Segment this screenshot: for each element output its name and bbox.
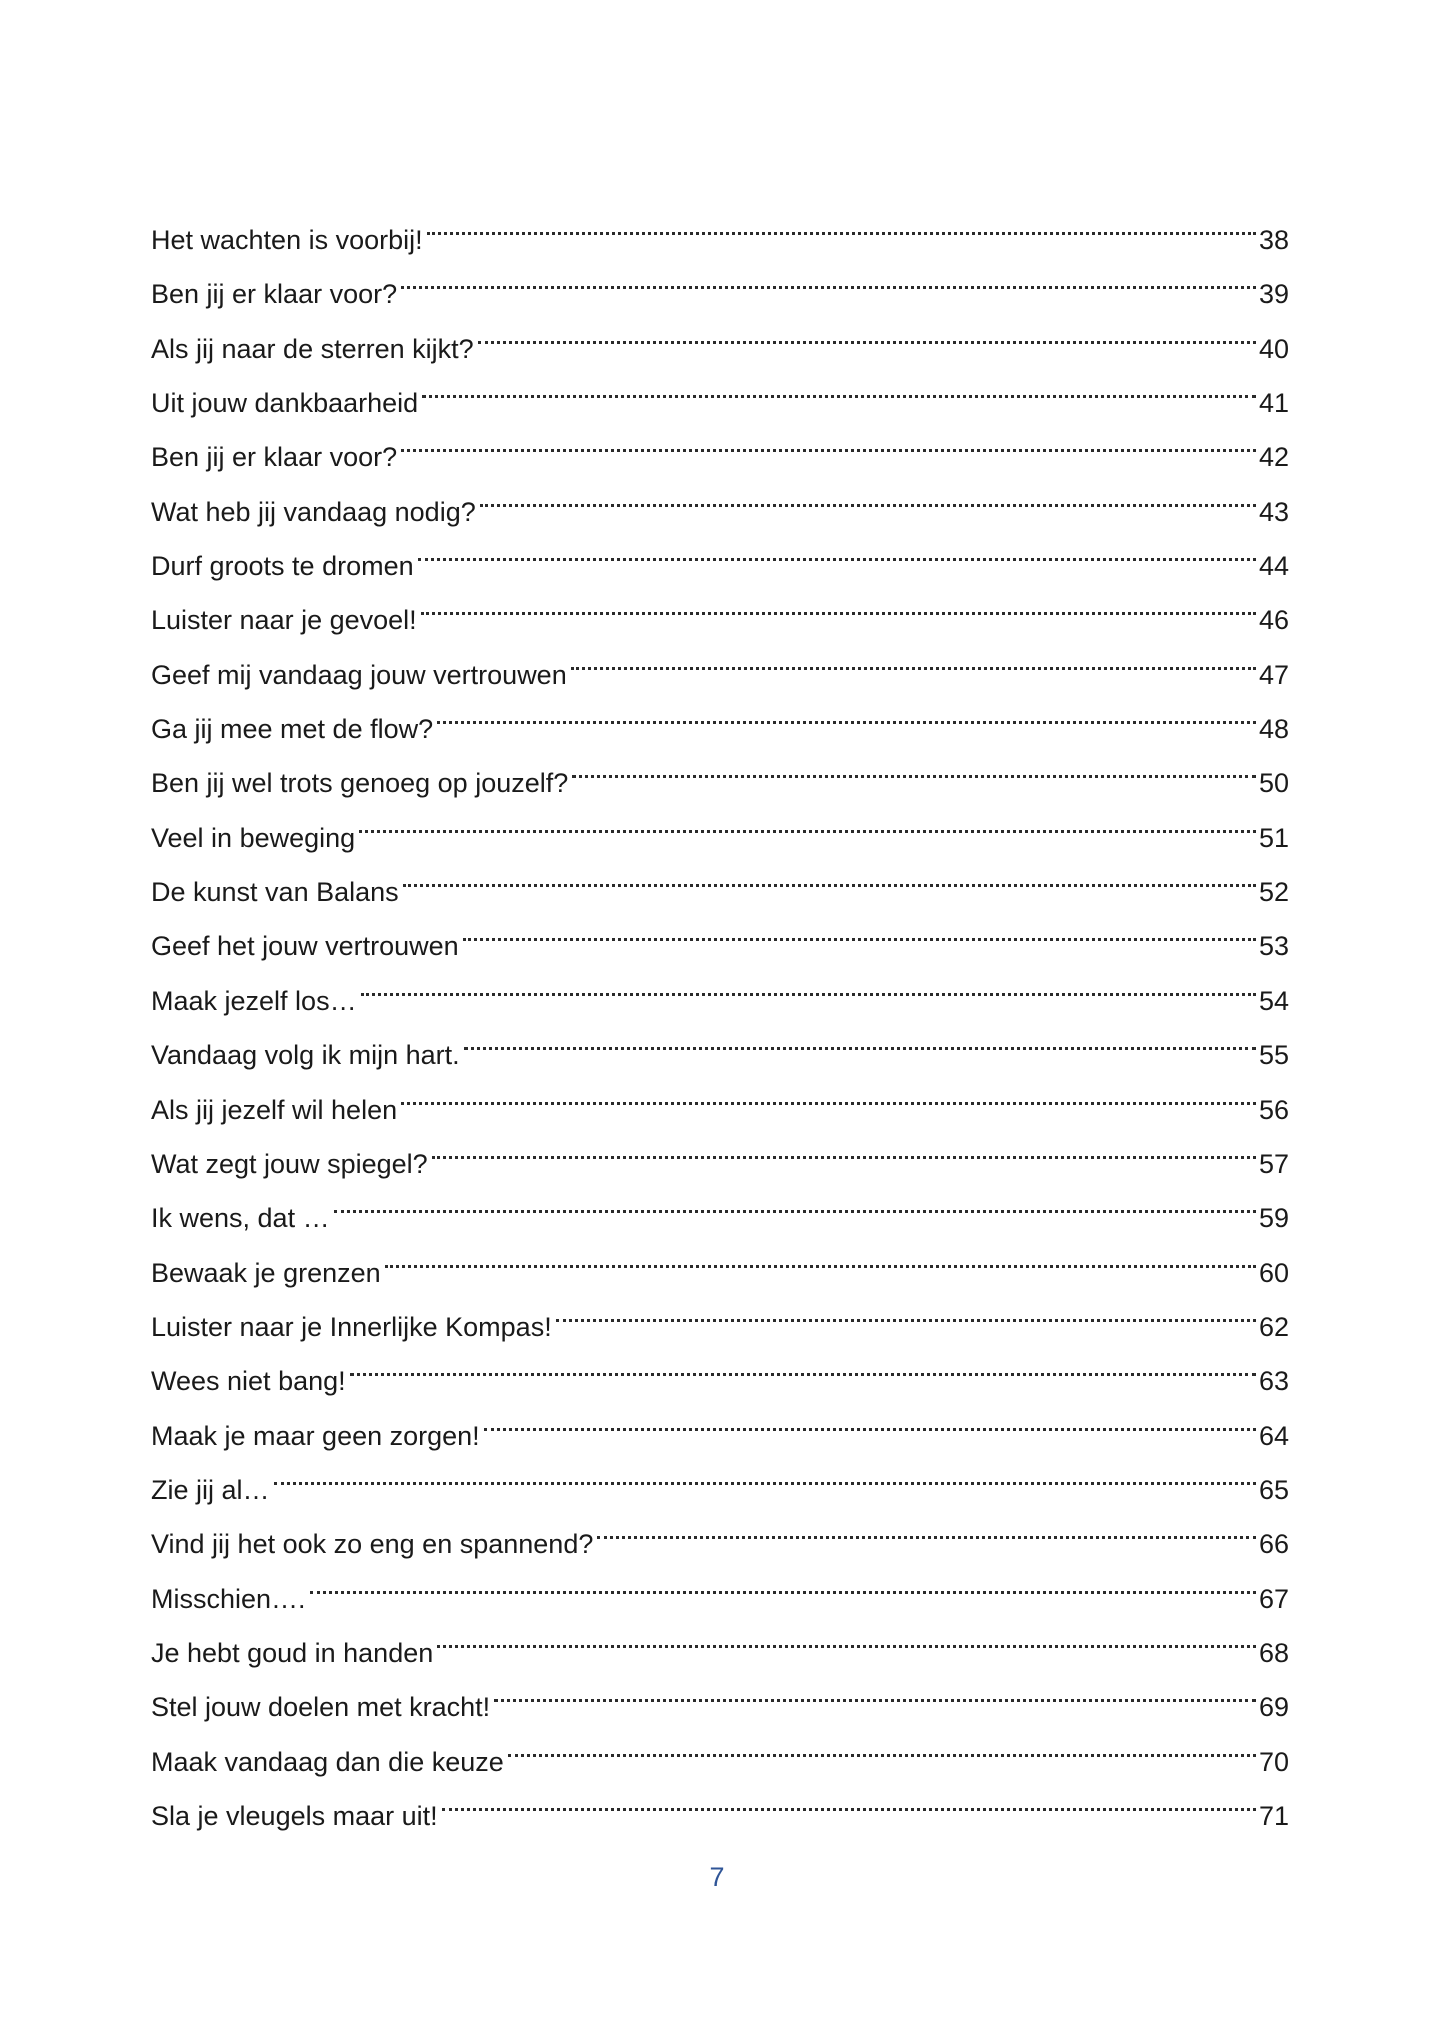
dot-leader <box>418 521 1256 575</box>
toc-entry-title: De kunst van Balans <box>151 877 399 908</box>
dot-leader <box>432 1119 1256 1173</box>
toc-entry-title: Geef mij vandaag jouw vertrouwen <box>151 659 567 690</box>
toc-entry-title: Wat zegt jouw spiegel? <box>151 1148 428 1179</box>
toc-entry-title: Je hebt goud in handen <box>151 1637 434 1668</box>
dot-leader <box>572 738 1256 792</box>
toc-entry-page-number: 40 <box>1258 333 1289 364</box>
dot-leader <box>556 1282 1256 1336</box>
toc-entry-page-number: 67 <box>1258 1583 1289 1614</box>
dot-leader <box>597 1499 1256 1553</box>
toc-entry-title: Luister naar je gevoel! <box>151 605 417 636</box>
toc-entry-title: Maak je maar geen zorgen! <box>151 1420 480 1451</box>
toc-entry-page-number: 42 <box>1258 442 1289 473</box>
toc-entry-title: Vandaag volg ik mijn hart. <box>151 1040 460 1071</box>
toc-entry-title: Ben jij er klaar voor? <box>151 279 398 310</box>
toc-entry-title: Ben jij er klaar voor? <box>151 442 398 473</box>
toc-entry-page-number: 57 <box>1258 1148 1289 1179</box>
toc-entry-page-number: 41 <box>1258 388 1289 419</box>
dot-leader <box>385 1228 1256 1282</box>
toc-entry-page-number: 44 <box>1258 551 1289 582</box>
toc-entry-page-number: 54 <box>1258 985 1289 1016</box>
dot-leader <box>437 684 1256 738</box>
dot-leader <box>421 575 1256 629</box>
dot-leader <box>361 956 1256 1010</box>
dot-leader <box>401 1065 1256 1119</box>
toc-entry[interactable] <box>151 1445 1289 1505</box>
toc-entry-title: Het wachten is voorbij! <box>151 225 423 255</box>
toc-entry-title: Uit jouw dankbaarheid <box>151 388 419 419</box>
toc-entry-title: Ik wens, dat … <box>151 1203 330 1234</box>
toc-entry-title: Bewaak je grenzen <box>151 1257 381 1288</box>
toc-entry-page-number: 38 <box>1258 225 1289 255</box>
dot-leader <box>464 1010 1256 1064</box>
dot-leader <box>350 1336 1256 1390</box>
toc-entry-title: Durf groots te dromen <box>151 551 414 582</box>
toc-entry-title: Als jij naar de sterren kijkt? <box>151 333 474 364</box>
dot-leader <box>484 1391 1256 1445</box>
dot-leader <box>571 630 1256 684</box>
toc-entry-page-number: 66 <box>1258 1529 1289 1560</box>
toc-entry-title: Veel in beweging <box>151 822 356 853</box>
dot-leader <box>427 195 1256 249</box>
toc-entry-page-number: 53 <box>1258 931 1289 962</box>
toc-entry-page-number: 69 <box>1258 1692 1289 1723</box>
dot-leader <box>310 1554 1256 1608</box>
page-number: 7 <box>709 1862 725 1892</box>
toc-entry-title: Maak jezelf los… <box>151 985 357 1016</box>
dot-leader <box>508 1717 1256 1771</box>
toc-entry-title: Vind jij het ook zo eng en spannend? <box>151 1529 594 1560</box>
dot-leader <box>401 412 1256 466</box>
toc-entry-title: Geef het jouw vertrouwen <box>151 931 459 962</box>
toc-entry-title: Zie jij al… <box>151 1474 270 1505</box>
toc-entry-title: Ga jij mee met de flow? <box>151 714 434 745</box>
dot-leader <box>359 793 1256 847</box>
dot-leader <box>478 304 1256 358</box>
toc-entry-page-number: 43 <box>1258 496 1289 527</box>
toc-entry-page-number: 50 <box>1258 768 1289 799</box>
dot-leader <box>274 1445 1256 1499</box>
toc-entry[interactable] <box>151 1554 1289 1614</box>
toc-entry-page-number: 64 <box>1258 1420 1289 1451</box>
dot-leader <box>463 901 1256 955</box>
toc-entry[interactable] <box>151 1499 1289 1560</box>
toc-entry-title: Maak vandaag dan die keuze <box>151 1746 504 1777</box>
toc-entry-title: Wat heb jij vandaag nodig? <box>151 496 476 527</box>
toc-entry-page-number: 52 <box>1258 877 1289 908</box>
toc-entry-page-number: 55 <box>1258 1040 1289 1071</box>
toc-entry-page-number: 63 <box>1258 1366 1289 1397</box>
dot-leader <box>334 1173 1256 1227</box>
toc-entry[interactable] <box>151 195 1289 255</box>
dot-leader <box>401 249 1256 303</box>
toc-entry-page-number: 60 <box>1258 1257 1289 1288</box>
dot-leader <box>442 1771 1256 1825</box>
toc-entry-title: Wees niet bang! <box>151 1366 346 1397</box>
toc-entry-page-number: 47 <box>1258 659 1289 690</box>
toc-entry-title: Luister naar je Innerlijke Kompas! <box>151 1311 552 1342</box>
toc-entry-title: Stel jouw doelen met kracht! <box>151 1692 491 1723</box>
toc-entry-page-number: 65 <box>1258 1474 1289 1505</box>
toc-entry-page-number: 59 <box>1258 1203 1289 1234</box>
toc-entry[interactable] <box>151 1608 1289 1668</box>
toc-entry-page-number: 51 <box>1258 822 1289 853</box>
toc-entry-page-number: 46 <box>1258 605 1289 636</box>
toc-entry-title: Als jij jezelf wil helen <box>151 1094 398 1125</box>
toc-entry-title: Sla je vleugels maar uit! <box>151 1800 438 1831</box>
toc-entry-page-number: 39 <box>1258 279 1289 310</box>
dot-leader <box>403 847 1256 901</box>
toc-entry-page-number: 56 <box>1258 1094 1289 1125</box>
toc-entry-page-number: 68 <box>1258 1637 1289 1668</box>
toc-entry-page-number: 62 <box>1258 1311 1289 1342</box>
dot-leader <box>480 467 1256 521</box>
toc-entry-page-number: 48 <box>1258 714 1289 745</box>
toc-entry-title: Misschien…. <box>151 1583 306 1614</box>
toc-entry-title: Ben jij wel trots genoeg op jouzelf? <box>151 768 569 799</box>
dot-leader <box>437 1608 1256 1662</box>
toc-entry-page-number: 71 <box>1258 1800 1289 1831</box>
dot-leader <box>422 358 1256 412</box>
dot-leader <box>494 1662 1256 1716</box>
toc-entry-page-number: 70 <box>1258 1746 1289 1777</box>
table-of-contents <box>151 195 1289 1831</box>
